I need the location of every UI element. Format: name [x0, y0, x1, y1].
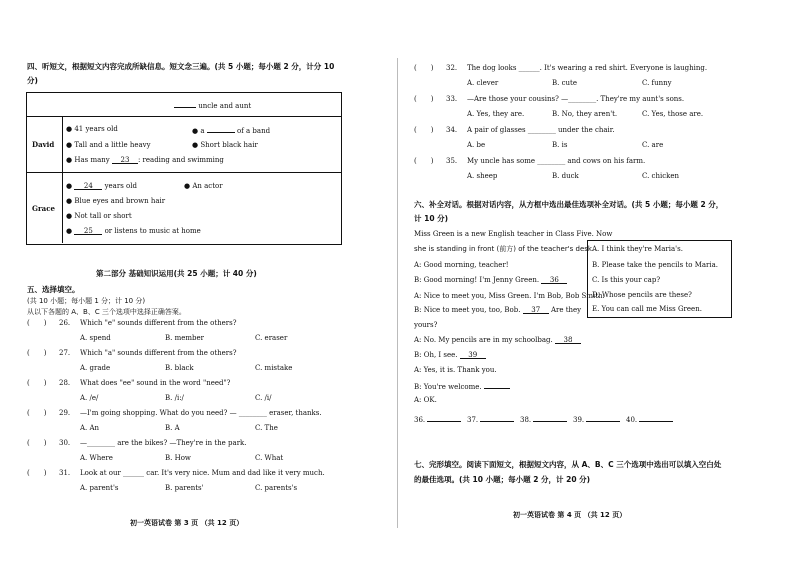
choice-b: B. parents' [165, 484, 204, 492]
grace-height: ● Not tall or short [66, 212, 132, 220]
choice-c: C. chicken [642, 172, 680, 180]
option-a: A. I think they're Maria's. [592, 245, 683, 253]
david-hair: ● Short black hair [192, 141, 258, 149]
answer-bracket: ( ) [27, 439, 47, 447]
section5-title: 五、选择填空。 [27, 285, 80, 294]
answer-number: 40. [626, 416, 638, 424]
question-number: 28. [59, 379, 71, 387]
dialog-line: B: You're welcome. [414, 381, 510, 392]
choice-c: C. funny [642, 79, 672, 87]
option-c: C. Is this your cap? [592, 276, 661, 284]
part2-title: 第二部分 基础知识运用(共 25 小题；计 40 分) [96, 269, 257, 278]
question-number: 31. [59, 469, 71, 477]
question-text: —________ are the bikes? —They're in the park. [80, 439, 247, 447]
question-text: —Are those your cousins? —________. They're my aunt's sons. [467, 95, 685, 103]
grace-job: ● An actor [184, 182, 223, 190]
question-text: —I'm going shopping. What do you need? — ________ eraser, thanks. [80, 409, 322, 417]
answer-slot [414, 414, 461, 425]
answer-bracket: ( ) [414, 95, 434, 103]
david-age: ● 41 years old [66, 125, 118, 133]
page-footer-left: 初一英语试卷 第 3 页 （共 12 页） [130, 519, 244, 527]
grace-looks: ● Blue eyes and brown hair [66, 197, 166, 205]
section7-title-cont: 的最佳选项。(共 10 小题；每小题 2 分，计 20 分) [414, 475, 591, 484]
option-d: D. Whose pencils are these? [592, 291, 692, 299]
answer-blank [639, 414, 673, 422]
dialog-line: she is standing in front (前方) of the teacher's desk. [414, 245, 595, 253]
table-header: uncle and aunt [174, 100, 251, 111]
answer-bracket: ( ) [27, 379, 47, 387]
dialog-line: A: Good morning, teacher! [414, 261, 509, 269]
choice-b: B. No, they aren't. [552, 110, 618, 118]
answer-blank [427, 414, 461, 422]
choice-c: C. eraser [255, 334, 288, 342]
answer-number: 38. [520, 416, 532, 424]
choice-c: C. The [255, 424, 278, 432]
choice-b: B. cute [552, 79, 577, 87]
choice-a: A. Yes, they are. [467, 110, 525, 118]
dialog-line: Miss Green is a new English teacher in Class Five. Now [414, 230, 613, 238]
choice-c: C. parents's [255, 484, 298, 492]
page-footer-right: 初一英语试卷 第 4 页 （共 12 页） [513, 511, 627, 519]
answer-blank [586, 414, 620, 422]
choice-b: B. member [165, 334, 204, 342]
question-number: 33. [446, 95, 458, 103]
david-job: ● a of a band [192, 127, 271, 135]
answer-slot [626, 414, 673, 425]
choice-a: A. parent's [80, 484, 119, 492]
choice-b: B. A [165, 424, 180, 432]
choice-b: B. How [165, 454, 191, 462]
choice-b: B. is [552, 141, 568, 149]
page-divider [397, 58, 398, 528]
section7-title: 七、完形填空。阅读下面短文，根据短文内容，从 A、B、C 三个选项中选出可以填入空白处 [414, 460, 722, 469]
question-number: 26. [59, 319, 71, 327]
choice-a: A. spend [80, 334, 111, 342]
question-number: 27. [59, 349, 71, 357]
row-label-david: David [32, 140, 55, 149]
section4-title-cont: 分) [27, 76, 38, 85]
choice-a: A. be [467, 141, 486, 149]
question-number: 35. [446, 157, 458, 165]
section5-note: (共 10 小题；每小题 1 分；计 10 分) [27, 297, 146, 305]
choice-a: A. /e/ [80, 394, 99, 402]
section6-title-cont: 计 10 分) [414, 214, 449, 223]
choice-b: B. /i:/ [165, 394, 184, 402]
david-build: ● Tall and a little heavy [66, 141, 151, 149]
choice-a: A. sheep [467, 172, 498, 180]
choice-c: C. Yes, those are. [642, 110, 704, 118]
question-number: 32. [446, 64, 458, 72]
david-hobbies: ● Has many 23 : reading and swimming [66, 156, 224, 164]
question-text: Look at our ______ car. It's very nice. Mum and dad like it very much. [80, 469, 325, 477]
question-number: 30. [59, 439, 71, 447]
option-e: E. You can call me Miss Green. [592, 305, 702, 313]
dialog-line: A: OK. [414, 396, 437, 404]
answer-number: 37. [467, 416, 479, 424]
question-number: 34. [446, 126, 458, 134]
table-rule [26, 172, 341, 173]
choice-b: B. duck [552, 172, 579, 180]
question-text: A pair of glasses ________ under the chair. [467, 126, 615, 134]
dialog-line: B: Good morning! I'm Jenny Green. 36 [414, 276, 567, 285]
dialog-line: B: Nice to meet you, too, Bob. 37 Are they [414, 306, 582, 314]
choice-a: A. An [80, 424, 100, 432]
option-b: B. Please take the pencils to Maria. [592, 261, 719, 269]
question-number: 29. [59, 409, 71, 417]
dialog-line: B: Oh, I see. 39 [414, 351, 486, 360]
grace-hobbies: ● 25 or listens to music at home [66, 227, 201, 235]
listening-table [26, 92, 342, 245]
grace-age: ● 24 years old [66, 182, 137, 190]
table-rule [26, 116, 341, 117]
choice-a: A. grade [80, 364, 111, 372]
answer-bracket: ( ) [27, 409, 47, 417]
answer-bracket: ( ) [27, 319, 47, 327]
choice-b: B. black [165, 364, 194, 372]
answer-bracket: ( ) [27, 469, 47, 477]
answer-bracket: ( ) [414, 126, 434, 134]
answer-slot [467, 414, 514, 425]
answer-slot [520, 414, 567, 425]
question-text: What does "ee" sound in the word "need"? [80, 379, 231, 387]
question-text: Which "e" sounds different from the others? [80, 319, 237, 327]
section5-instruction: 从以下各题的 A、B、C 三个选项中选择正确答案。 [27, 308, 186, 316]
choice-c: C. /i/ [255, 394, 272, 402]
choice-c: C. What [255, 454, 284, 462]
question-text: The dog looks ______. It's wearing a red shirt. Everyone is laughing. [467, 64, 708, 72]
dialog-line: A: Nice to meet you, Miss Green. I'm Bob, Bob Smith. [414, 292, 605, 300]
dialog-line: yours? [414, 321, 438, 329]
dialog-line: A: No. My pencils are in my schoolbag. 38 [414, 336, 581, 345]
choice-c: C. are [642, 141, 664, 149]
answer-slot [573, 414, 620, 425]
answer-number: 36. [414, 416, 426, 424]
answer-blank [533, 414, 567, 422]
answer-bracket: ( ) [414, 64, 434, 72]
row-label-grace: Grace [32, 204, 55, 213]
answer-blank [480, 414, 514, 422]
answer-bracket: ( ) [414, 157, 434, 165]
choice-a: A. clever [467, 79, 499, 87]
section6-title: 六、补全对话。根据对话内容，从方框中选出最佳选项补全对话。(共 5 小题；每小题 2 分， [414, 200, 724, 209]
choice-c: C. mistake [255, 364, 293, 372]
table-rule [62, 116, 63, 243]
section4-title: 四、听短文，根据短文内容完成所缺信息。短文念三遍。(共 5 小题；每小题 2 分，计分 10 [27, 62, 335, 71]
dialog-line: A: Yes, it is. Thank you. [414, 366, 497, 374]
answer-number: 39. [573, 416, 585, 424]
question-text: Which "a" sounds different from the others? [80, 349, 237, 357]
question-text: My uncle has some ________ and cows on his farm. [467, 157, 646, 165]
answer-bracket: ( ) [27, 349, 47, 357]
choice-a: A. Where [80, 454, 113, 462]
